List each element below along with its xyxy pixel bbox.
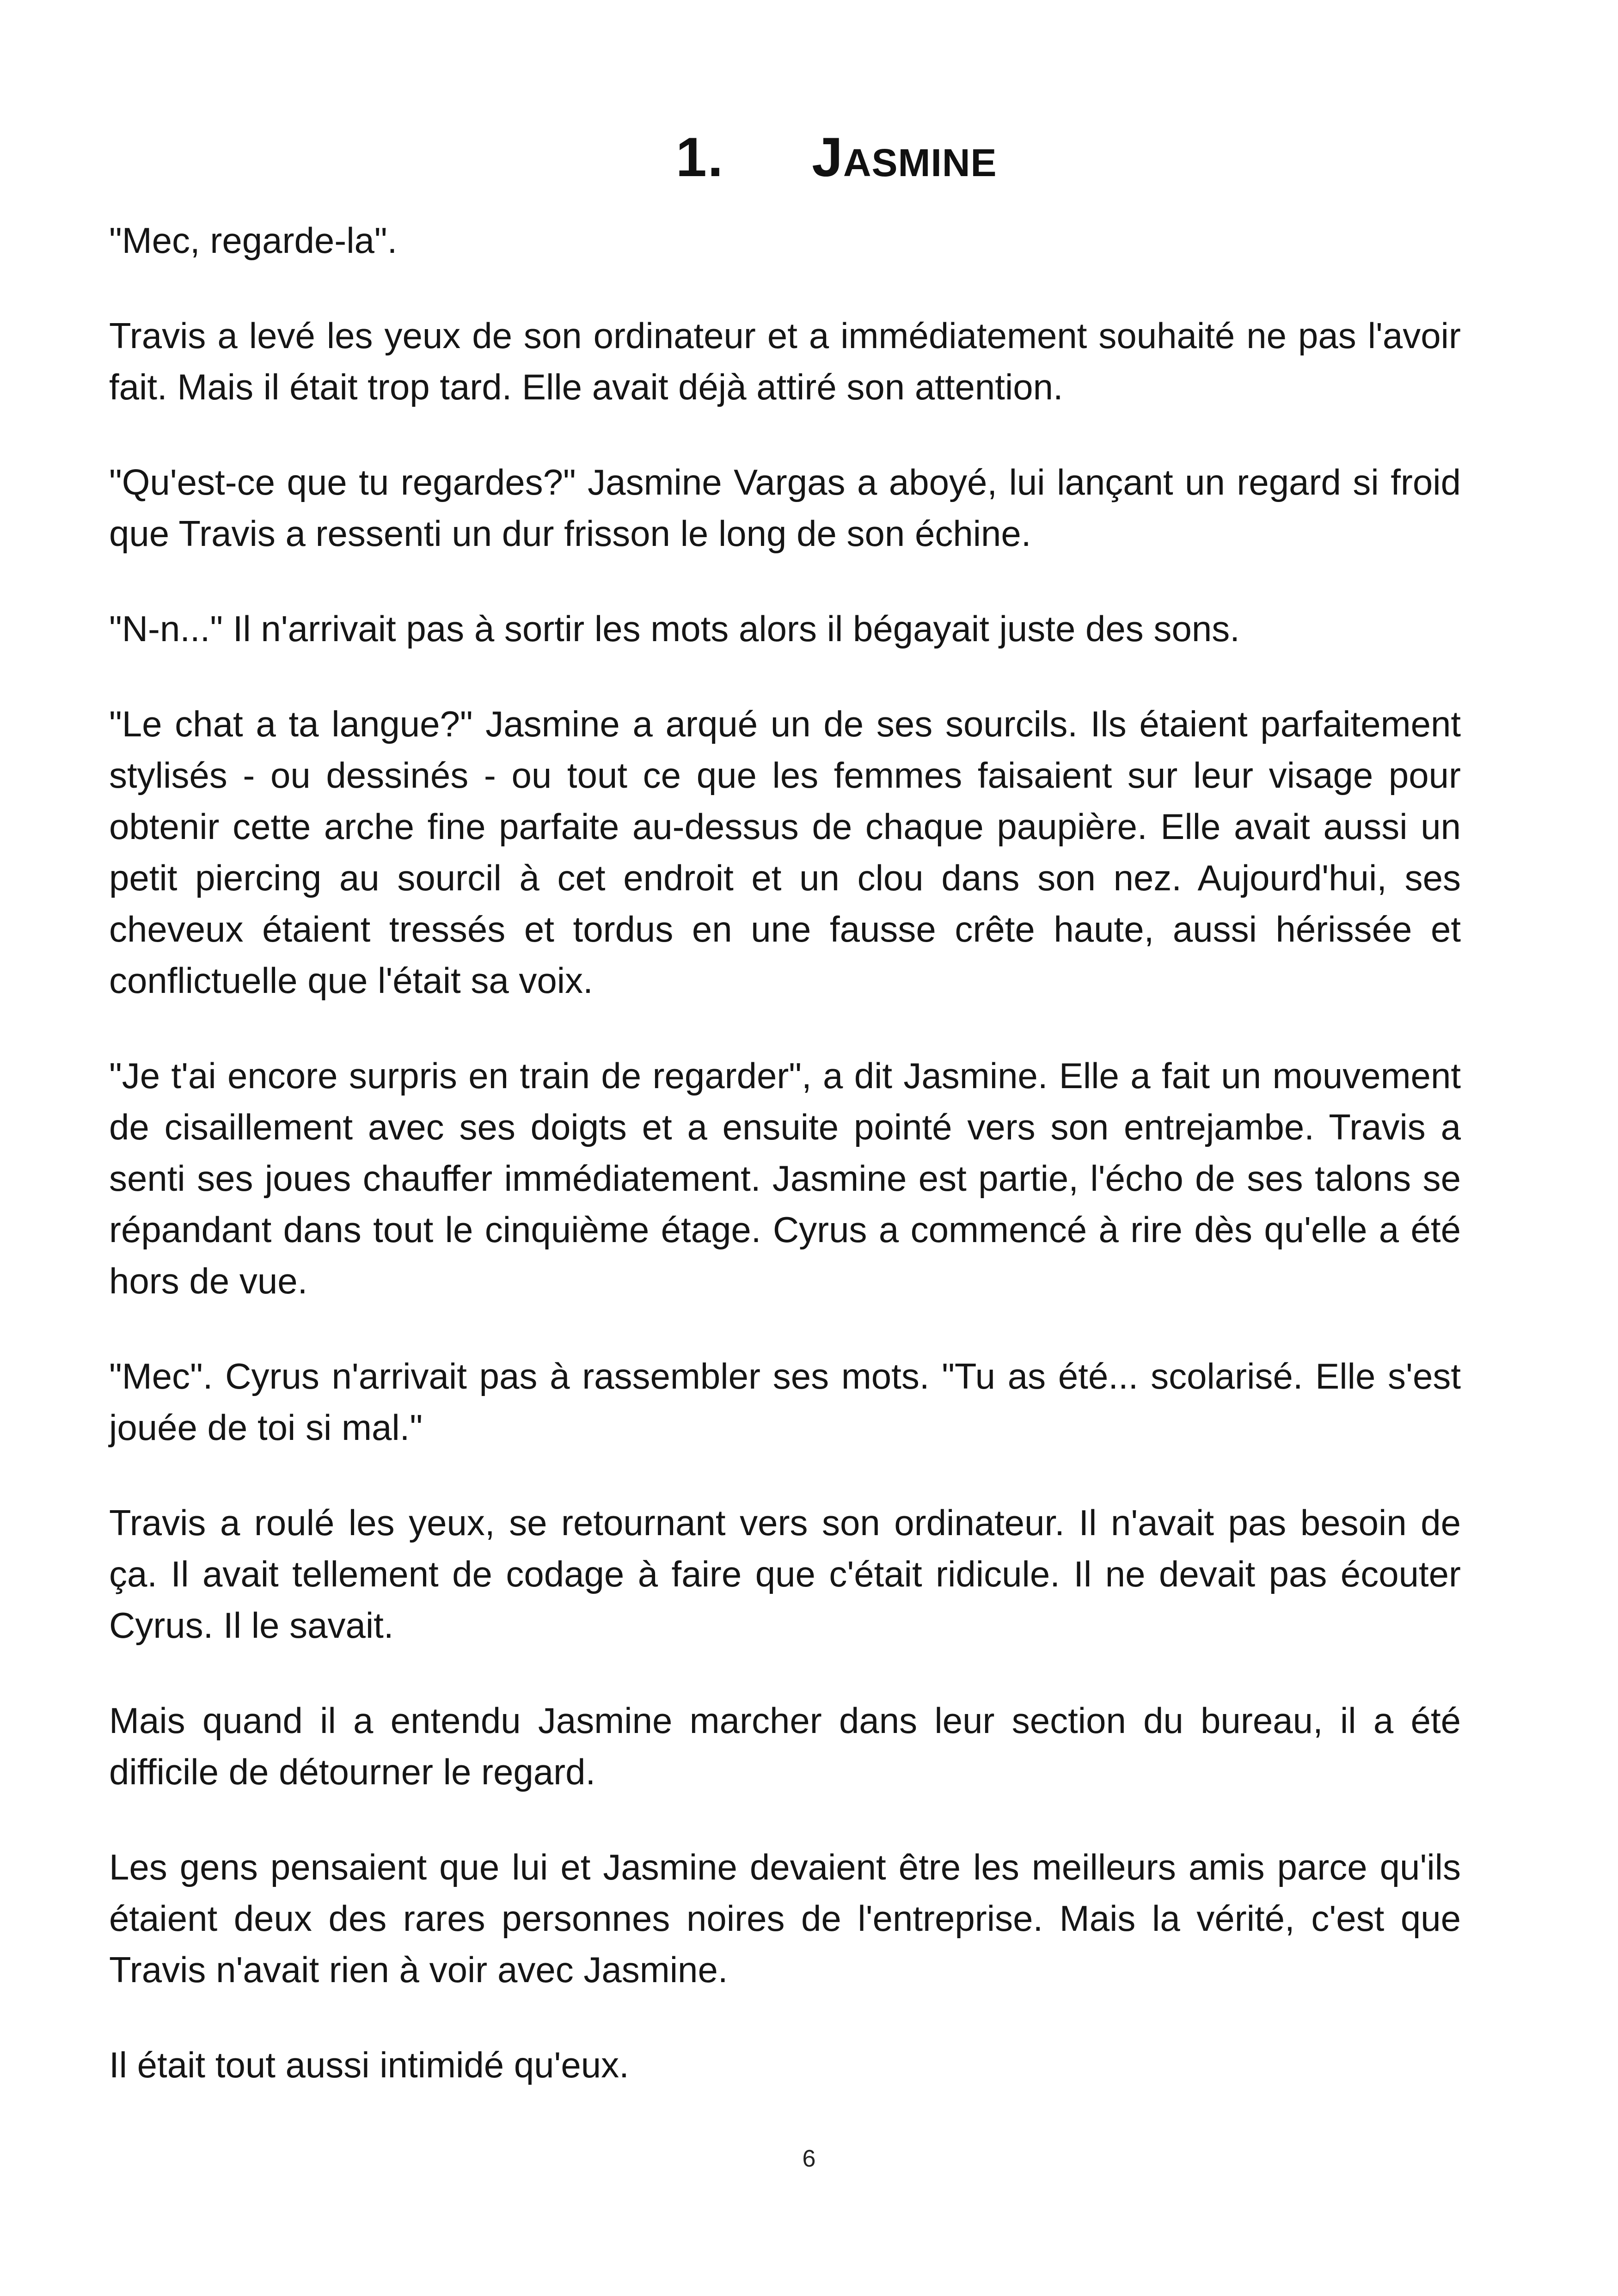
page-number: 6 (802, 2145, 816, 2172)
paragraph: "Qu'est-ce que tu regardes?" Jasmine Vargas a aboyé, lui lançant un regard si froid que Travis a ressenti un dur frisson le long de son échine. (109, 462, 1461, 554)
paragraph: Travis a levé les yeux de son ordinateur et a immédiatement souhaité ne pas l'avoir fait. Mais il était trop tard. Elle avait déjà attiré son attention. (109, 315, 1461, 407)
chapter-number: 1. (676, 126, 724, 188)
paragraph: "N-n..." Il n'arrivait pas à sortir les mots alors il bégayait juste des sons. (109, 608, 1240, 649)
chapter-title: Jasmine (812, 126, 997, 188)
paragraph: "Mec, regarde-la". (109, 220, 398, 261)
paragraph: Il était tout aussi intimidé qu'eux. (109, 2045, 629, 2085)
paragraph: Travis a roulé les yeux, se retournant vers son ordinateur. Il n'avait pas besoin de ça. Il avait tellement de codage à faire que c'était ridicule. Il ne devait pas écouter Cyrus. Il le savait. (109, 1502, 1461, 1646)
chapter-heading (676, 118, 997, 196)
chapter-body (109, 215, 1461, 2135)
paragraph: Mais quand il a entendu Jasmine marcher dans leur section du bureau, il a été difficile de détourner le regard. (109, 1700, 1461, 1792)
paragraph: "Le chat a ta langue?" Jasmine a arqué un de ses sourcils. Ils étaient parfaitement stylisés - ou dessinés - ou tout ce que les femmes faisaient sur leur visage pour obtenir cette arche fine parfaite au-dessus de chaque paupière. Elle avait aussi un petit piercing au sourcil à cet endroit et un clou dans son nez. Aujourd'hui, ses cheveux étaient tressés et tordus en une fausse crête haute, aussi hérissée et conflictuelle que l'était sa voix. (109, 704, 1461, 1001)
paragraph: "Mec". Cyrus n'arrivait pas à rassembler ses mots. "Tu as été... scolarisé. Elle s'est jouée de toi si mal." (109, 1356, 1461, 1448)
paragraph: "Je t'ai encore surpris en train de regarder", a dit Jasmine. Elle a fait un mouvement de cisaillement avec ses doigts et a ensuite pointé vers son entrejambe. Travis a senti ses joues chauffer immédiatement. Jasmine est partie, l'écho de ses talons se répandant dans tout le cinquième étage. Cyrus a commencé à rire dès qu'elle a été hors de vue. (109, 1055, 1461, 1301)
paragraph: Les gens pensaient que lui et Jasmine devaient être les meilleurs amis parce qu'ils étaient deux des rares personnes noires de l'entreprise. Mais la vérité, c'est que Travis n'avait rien à voir avec Jasmine. (109, 1847, 1461, 1990)
